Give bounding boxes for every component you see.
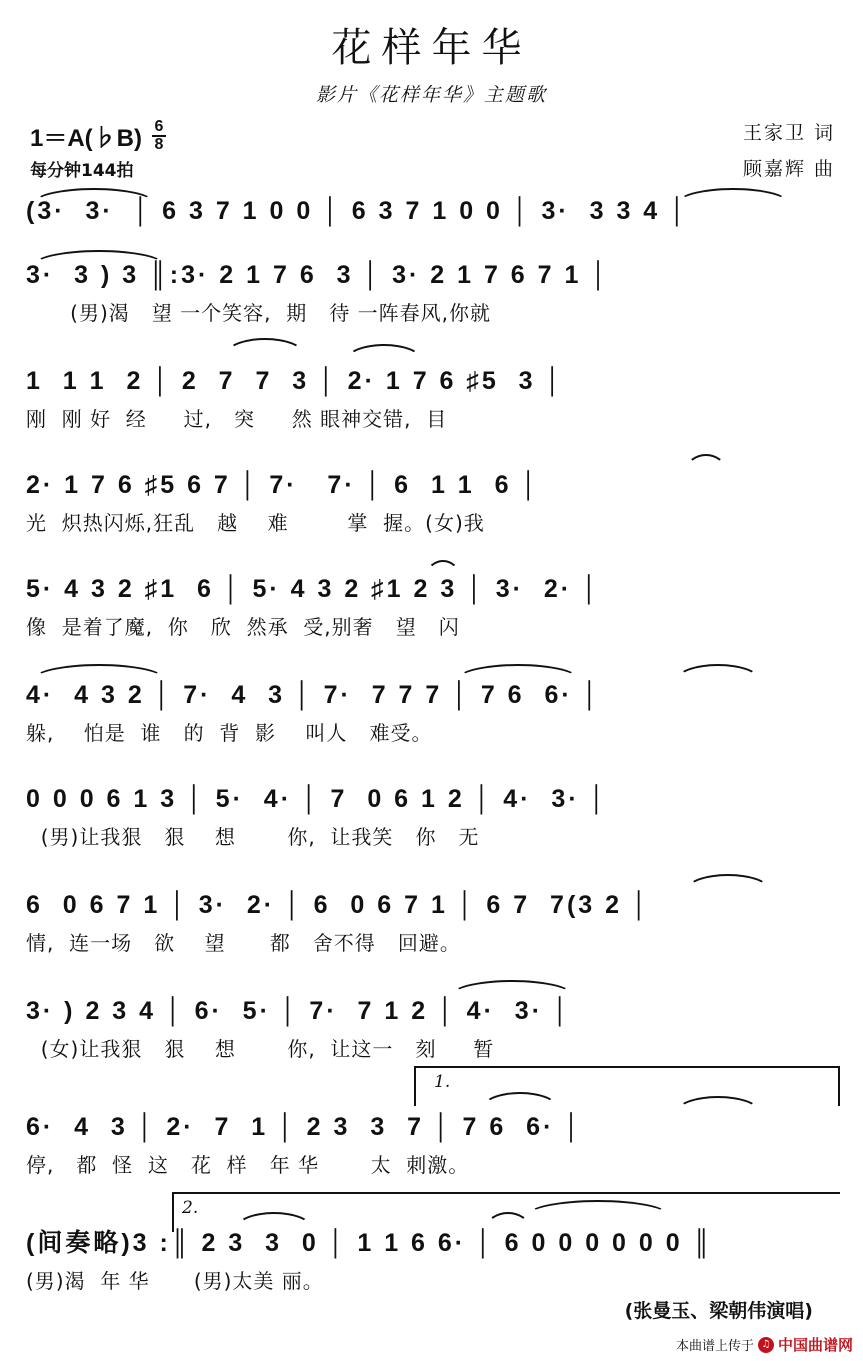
notation-line: 0 0 0 6 1 3 │ 5· 4· │ 7 0 6 1 2 │ 4· 3· │ — [26, 785, 609, 813]
score-row-2 — [26, 258, 840, 328]
performers-credit: (张曼玉、梁朝伟演唱) — [624, 1300, 813, 1322]
footer-site-name[interactable]: 中国曲谱网 — [777, 1336, 853, 1354]
score-row-6 — [26, 678, 840, 748]
score-row-1 — [26, 194, 840, 264]
time-bottom: 8 — [154, 135, 164, 153]
site-logo-icon: ♫ — [758, 1337, 774, 1353]
notation-line: 4· 4 3 2 │ 7· 4 3 │ 7· 7 7 7 │ 7 6 6· │ — [26, 681, 602, 709]
notation-line: 5· 4 3 2 ♯1 6 │ 5· 4 3 2 ♯1 2 3 │ 3· 2· │ — [26, 575, 601, 603]
notation-line: 3· ) 2 3 4 │ 6· 5· │ 7· 7 1 2 │ 4· 3· │ — [26, 997, 572, 1025]
lyric-line: (男)渴 望 一个笑容, 期 待 一阵春风,你就 — [26, 301, 492, 325]
lyric-line: (男)让我狠 狠 想 你, 让我笑 你 无 — [26, 825, 480, 849]
footer-source — [676, 1334, 853, 1355]
time-signature — [152, 119, 166, 153]
lyric-line: 刚 刚 好 经 过, 突 然 眼神交错, 目 — [26, 407, 448, 431]
composer-credit: 顾嘉辉 曲 — [742, 158, 835, 180]
lyricist-credit: 王家卫 词 — [742, 122, 835, 144]
score-row-8 — [26, 888, 840, 958]
lyric-line: (男)渴 年 华 (男)太美 丽。 — [26, 1269, 324, 1293]
lyric-line: (女)让我狠 狠 想 你, 让这一 刻 暂 — [26, 1037, 495, 1061]
score-row-3 — [26, 364, 840, 434]
lyric-line: 像 是着了魔, 你 欣 然承 受,别奢 望 闪 — [26, 615, 460, 639]
notation-line: (3· 3· │ 6 3 7 1 0 0 │ 6 3 7 1 0 0 │ 3· 3 3 4 │ — [26, 197, 689, 225]
volta-second-ending: 2. — [182, 1198, 199, 1218]
lyric-line: 光 炽热闪烁,狂乱 越 难 掌 握。(女)我 — [26, 511, 485, 535]
score-row-9 — [26, 994, 840, 1064]
key-label: 1＝A(♭B) — [30, 125, 142, 152]
time-top: 6 — [154, 117, 164, 135]
lyric-line: 躲, 怕是 谁 的 背 影 叫人 难受。 — [26, 721, 433, 745]
score-row-5 — [26, 572, 840, 642]
key-signature — [30, 118, 166, 153]
volta-first-ending: 1. — [434, 1072, 451, 1092]
score-row-4 — [26, 468, 840, 538]
footer-upload-label: 本曲谱上传于 — [675, 1339, 754, 1354]
lyric-line: 停, 都 怪 这 花 样 年 华 太 刺激。 — [26, 1153, 470, 1177]
notation-line: 2· 1 7 6 ♯5 6 7 │ 7· 7· │ 6 1 1 6 │ — [26, 471, 541, 499]
notation-line: 6· 4 3 │ 2· 7 1 │ 2 3 3 7 │ 7 6 6· │ — [26, 1113, 583, 1141]
song-subtitle: 影片《花样年华》主题歌 — [315, 84, 547, 106]
tempo-marking: 每分钟144拍 — [30, 161, 134, 181]
score-row-10 — [26, 1110, 840, 1180]
lyric-line: 情, 连一场 欲 望 都 舍不得 回避。 — [26, 931, 461, 955]
score-row-7 — [26, 782, 840, 852]
notation-line: (间奏略)3 :║ 2 3 3 0 │ 1 1 6 6· │ 6 0 0 0 0 0 0 ║ — [26, 1229, 714, 1257]
notation-line: 6 0 6 7 1 │ 3· 2· │ 6 0 6 7 1 │ 6 7 7(3 2 │ — [26, 891, 651, 919]
score-row-11 — [26, 1226, 840, 1296]
notation-line: 1 1 1 2 │ 2 7 7 3 │ 2· 1 7 6 ♯5 3 │ — [26, 367, 565, 395]
song-title: 花样年华 — [331, 25, 532, 71]
notation-line: 3· 3 ) 3 ║:3· 2 1 7 6 3 │ 3· 2 1 7 6 7 1 │ — [26, 261, 610, 289]
